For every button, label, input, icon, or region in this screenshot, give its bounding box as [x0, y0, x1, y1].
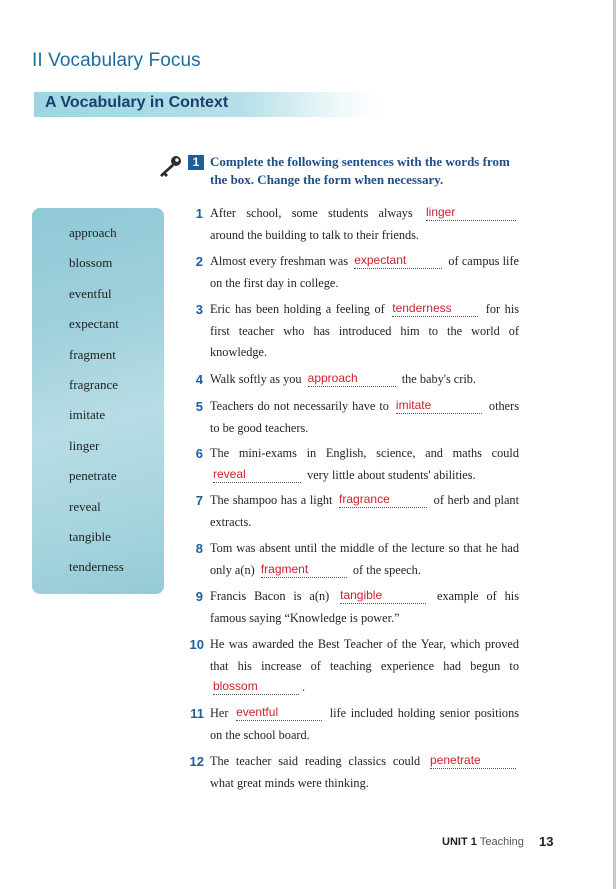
item-number: 9: [195, 589, 203, 604]
item-sentence: [210, 299, 519, 364]
sentence-end: around the building to talk to their friends.: [210, 227, 420, 242]
sentence-end: of herb and plant extracts.: [210, 493, 519, 529]
sentence-start: The teacher said reading classics could: [210, 754, 421, 768]
answer-blank[interactable]: tenderness: [392, 302, 478, 317]
subsection-banner: [34, 92, 382, 117]
sentence-start: Her: [210, 706, 229, 720]
sentence-end: life included holding senior positions on the school board.: [210, 706, 520, 742]
item-sentence: [210, 634, 519, 699]
key-icon: [157, 155, 183, 179]
sentence-end: very little about students' abilities.: [307, 467, 476, 482]
subsection-title: A Vocabulary in Context: [45, 94, 229, 111]
word-box-item: expectant: [69, 316, 119, 332]
section-title: II Vocabulary Focus: [32, 50, 201, 71]
answer-blank[interactable]: fragment: [261, 563, 347, 578]
word-box-item: blossom: [69, 255, 113, 271]
item-sentence: [210, 490, 519, 533]
sentence-end: what great minds were thinking.: [210, 775, 369, 790]
sentence-end: of the speech.: [352, 562, 421, 577]
sentence-start: Almost every freshman was: [210, 254, 348, 268]
word-box-item: linger: [69, 437, 100, 453]
word-box-item: penetrate: [69, 468, 117, 484]
item-number: 7: [195, 493, 203, 508]
answer-blank[interactable]: blossom: [213, 680, 299, 695]
word-box: [32, 208, 164, 594]
page-number: 13: [539, 834, 554, 849]
answer-blank[interactable]: penetrate: [430, 754, 516, 769]
answer-blank[interactable]: linger: [426, 206, 516, 221]
item-sentence: [210, 443, 519, 486]
item-sentence: [210, 538, 519, 581]
answer-blank[interactable]: tangible: [340, 589, 426, 604]
item-sentence: [210, 203, 519, 246]
answer-blank[interactable]: eventful: [236, 706, 322, 721]
word-box-item: eventful: [69, 285, 112, 301]
word-box-item: imitate: [69, 407, 106, 423]
item-number: 8: [195, 541, 203, 556]
item-sentence: [210, 703, 519, 746]
item-sentence: [210, 369, 519, 391]
answer-blank[interactable]: imitate: [396, 399, 482, 414]
sentence-end: .: [302, 680, 306, 694]
exercise-number: 1: [188, 155, 204, 170]
item-number: 1: [195, 206, 203, 221]
item-number: 6: [195, 446, 203, 461]
word-box-item: fragrance: [69, 376, 119, 392]
answer-blank[interactable]: reveal: [213, 468, 301, 483]
answer-blank[interactable]: fragrance: [339, 493, 427, 508]
item-number: 3: [195, 302, 203, 317]
word-list: [69, 223, 124, 588]
sentence-start: Tom was absent until the middle of the lecture so that he had only a(n): [210, 541, 519, 577]
sentence-start: Eric has been holding a feeling of: [210, 302, 385, 316]
sentence-start: Walk softly as you: [210, 372, 302, 386]
sentence-start: The shampoo has a light: [210, 493, 333, 507]
item-sentence: [210, 251, 519, 294]
item-sentence: [210, 586, 519, 629]
footer-unit: [442, 836, 524, 848]
item-number: 2: [195, 254, 203, 269]
sentence-end: for his first teacher who has introduced him to the world of knowledge.: [210, 302, 520, 359]
item-number: 11: [190, 706, 204, 721]
sentence-end: example of his famous saying “Knowledge is power.”: [210, 589, 519, 625]
answer-blank[interactable]: expectant: [354, 254, 442, 269]
sentence-start: Teachers do not necessarily have to: [210, 399, 389, 413]
item-sentence: [210, 751, 519, 794]
item-number: 5: [195, 399, 203, 414]
sentence-start: He was awarded the Best Teacher of the Year, which proved that his increase of teaching experience had begun to: [210, 637, 519, 673]
word-box-item: tenderness: [69, 559, 124, 575]
item-number: 10: [189, 637, 204, 652]
sentence-start: The mini-exams in English, science, and maths could: [210, 446, 519, 460]
item-sentence: [210, 396, 519, 439]
sentence-end: of campus life on the first day in college.: [210, 254, 519, 290]
item-number: 4: [195, 372, 203, 387]
word-box-item: fragment: [69, 346, 116, 362]
exercise-instructions: Complete the following sentences with the words from the box. Change the form when necessary.: [210, 154, 510, 187]
word-box-item: reveal: [69, 498, 101, 514]
answer-blank[interactable]: approach: [308, 372, 396, 387]
item-number: 12: [189, 754, 204, 769]
unit-number: UNIT 1: [442, 836, 477, 848]
sentence-start: Francis Bacon is a(n): [210, 589, 330, 603]
sentence-end: the baby's crib.: [401, 372, 477, 386]
sentence-start: After school, some students always: [210, 206, 413, 220]
word-box-item: tangible: [69, 528, 111, 544]
word-box-item: approach: [69, 225, 117, 240]
sentence-end: others to be good teachers.: [210, 399, 519, 435]
unit-label: Teaching: [479, 836, 524, 848]
